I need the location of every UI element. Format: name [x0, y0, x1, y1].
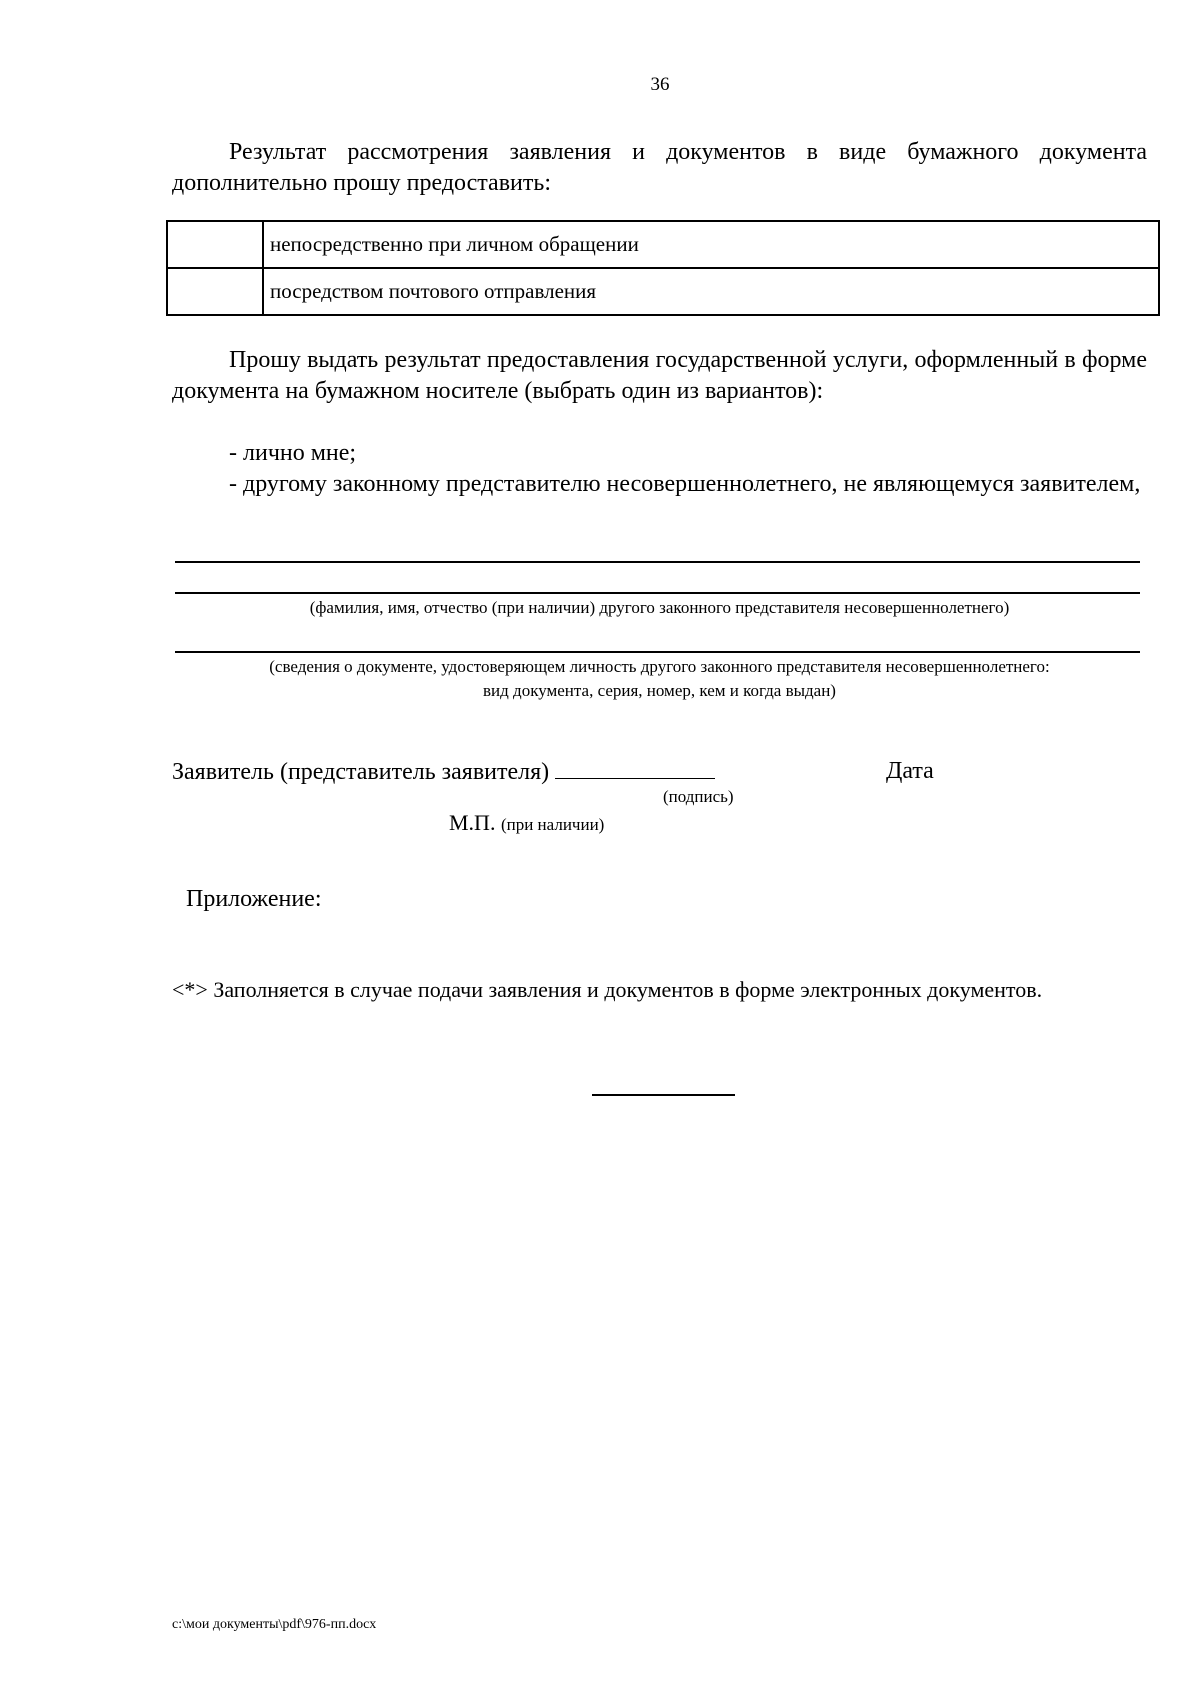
fill-line-1[interactable]: [175, 561, 1140, 563]
fill-line-identity-document[interactable]: [175, 651, 1140, 653]
option-label-personal: непосредственно при личном обращении: [263, 221, 1159, 268]
stamp-note: (при наличии): [500, 815, 605, 834]
option-checkbox-personal[interactable]: [167, 221, 263, 268]
table-row: [167, 268, 1159, 315]
identity-document-caption-1: (сведения о документе, удостоверяющем личность другого законного представителя несовершеннолетнего:: [269, 657, 1050, 676]
date-label: Дата: [886, 758, 934, 784]
table-row: [167, 221, 1159, 268]
option-self: - лично мне;: [229, 440, 357, 466]
signature-field[interactable]: [555, 756, 715, 779]
request-paragraph: [172, 345, 1147, 407]
intro-text: Результат рассмотрения заявления и документов в виде бумажного документа дополнительно прошу предоставить:: [172, 139, 1147, 196]
delivery-options-table: [166, 220, 1160, 316]
representative-name-caption: (фамилия, имя, отчество (при наличии) другого законного представителя несовершеннолетнего): [309, 598, 1010, 617]
end-divider: [592, 1094, 735, 1096]
stamp-line: [449, 810, 604, 836]
applicant-label: Заявитель (представитель заявителя): [172, 759, 550, 785]
appendix-label: Приложение:: [186, 886, 322, 912]
fill-line-representative-name[interactable]: [175, 592, 1140, 594]
intro-paragraph: [172, 137, 1147, 199]
file-path: c:\мои документы\pdf\976-пп.docx: [172, 1617, 377, 1632]
option-label-mail: посредством почтового отправления: [263, 268, 1159, 315]
stamp-label: М.П.: [449, 810, 496, 835]
applicant-signature-line: [172, 756, 715, 788]
option-other: - другому законному представителю несовершеннолетнего, не являющемуся заявителем,: [229, 471, 1141, 497]
option-checkbox-mail[interactable]: [167, 268, 263, 315]
identity-document-caption-2: вид документа, серия, номер, кем и когда выдан): [483, 681, 836, 700]
footnote: <*> Заполняется в случае подачи заявления и документов в форме электронных документов.: [172, 977, 1043, 1002]
option-other-paragraph: [172, 469, 1147, 500]
page-number: 36: [650, 74, 670, 95]
request-text: Прошу выдать результат предоставления государственной услуги, оформленный в форме документа на бумажном носителе (выбрать один из вариантов):: [172, 347, 1147, 404]
signature-caption: (подпись): [663, 787, 734, 806]
